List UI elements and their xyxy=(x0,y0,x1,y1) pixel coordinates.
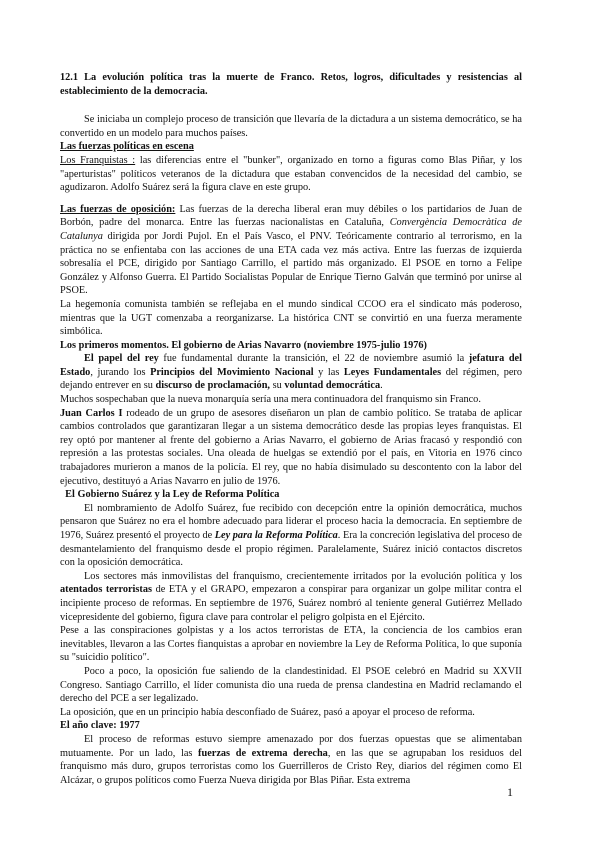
section-title: 12.1 La evolución política tras la muerte de Franco. Retos, logros, dificultades y resistencias al establecimiento de la democracia. xyxy=(60,72,522,97)
body-text: . Era la concreción legislativa del proceso de desmantelamiento del franquismo desde el propio régimen. Paralelamente, Suárez inició contactos discretos con la oposición democrática. xyxy=(60,530,522,569)
opposition-text-1: Las fuerzas de la derecha liberal eran muy débiles o los partidarios de Juan de Borbón, padre del monarca. Entre las fuerzas nacionalistas en Cataluña, xyxy=(60,203,522,229)
opposition-text-2: dirigida por Jordi Pujol. En el País Vasco, el PNV. Teóricamente contrario al terrorismo, en la práctica no se enfientaba con las acciones de una ETA cada vez más activa. Entre las fuerzas de izquierda sobresalía el PCE, dirigido por Santiago Carrillo, el partido más organizado. El PSOE en torno a Felipe González y Alfonso Guerra. El Partido Socialistas Popular de Enrique Tierno Galván que terminó por unirse al PSOE. xyxy=(60,230,522,297)
suarez-government-heading: El Gobierno Suárez y la Ley de Reforma Política xyxy=(60,489,280,501)
suarez-paragraph-1 xyxy=(60,502,522,570)
body-text: , jurando los xyxy=(90,366,151,378)
body-text: . xyxy=(380,380,383,392)
bold-text: jefatura del Estado xyxy=(60,353,522,378)
bold-text: voluntad democrática xyxy=(284,380,381,392)
body-text: El proceso de reformas estuvo siempre amenazado por dos fuerzas opuestas que se alimentaban mutuamente. Por un lado, las xyxy=(60,733,522,759)
first-moments-heading: Los primeros momentos. El gobierno de Arias Navarro (noviembre 1975-julio 1976) xyxy=(60,339,427,351)
bold-text: Principios del Movimiento Nacional xyxy=(150,366,314,378)
body-text: rodeado de un grupo de asesores diseñaron un plan de cambio político. Se trataba de aplicar cambios controlados que garantizaran llegar a un sistema democrático desde las propias leyes franquistas. El rey optó por mantener al frente del gobierno a Arias Navarro, el gobierno de Arias fracasó y respondió con represión a las protestas sociales. Una oleada de huelgas se extendió por el país, en Vitoria en 1976 cinco trabajadores murieron a manos de la policía. El rey, que no había disimulado su descontento con la labor del ejecutivo, destituyó a Arias Navarro en julio de 1976. xyxy=(60,407,522,487)
political-forces-heading: Las fuerzas políticas en escena xyxy=(60,141,194,153)
franquistas-paragraph xyxy=(60,154,522,195)
body-text: de ETA y el GRAPO, empezaron a conspirar para organizar un golpe militar contra el incipiente proceso de reformas. En septiembre de 1976, Suárez nombró al teniente general Gutiérrez Mellado vicepresidente del gobierno, figura clave para controlar el peligro golpista en el Ejército. xyxy=(60,584,522,623)
suarez-paragraph-3: Pese a las conspiraciones golpistas y a los actos terroristas de ETA, la conciencia de los cambios eran inevitables, llevaron a las Cortes fianquistas a aprobar en noviembre la Ley de Reforma Política, lo que suponía su "suicidio político". xyxy=(60,625,522,664)
body-text: y las xyxy=(313,366,344,378)
body-text: Los sectores más inmovilistas del franquismo, crecientemente irritados por la evolución política y los xyxy=(84,570,522,582)
opposition-label: Las fuerzas de oposición: xyxy=(60,203,176,215)
body-text: fue fundamental durante la transición, el 22 de noviembre asumió la xyxy=(158,353,469,365)
suarez-paragraph-2 xyxy=(60,570,522,624)
key-year-heading: El año clave: 1977 xyxy=(60,720,140,732)
suarez-paragraph-4: Poco a poco, la oposición fue saliendo de la clandestinidad. El PSOE celebró en Madrid su XXVII Congreso. Santiago Carrillo, el líder comunista dio una rueda de prensa clandestina en Madrid reclamando el derecho del PCE a ser legalizado. xyxy=(60,665,522,705)
bold-text: discurso de proclamación, xyxy=(155,380,271,392)
suarez-paragraph-5: La oposición, que en un principio había desconfiado de Suárez, pasó a apoyar el proceso de reforma. xyxy=(60,706,475,718)
bold-text: Juan Carlos I xyxy=(60,407,123,419)
bold-text: El papel del rey xyxy=(84,353,159,365)
body-text: del régimen, pero dejando entrever en su xyxy=(60,366,523,392)
key-year-paragraph xyxy=(60,733,522,787)
bold-text: Leyes Fundamentales xyxy=(343,366,442,378)
opposition-paragraph xyxy=(60,203,522,298)
bold-text: atentados terroristas xyxy=(60,584,153,596)
body-text: su xyxy=(270,380,285,392)
franquistas-text: las diferencias entre el "bunker", organizado en torno a figuras como Blas Piñar, y los "aperturistas" políticos veteranos de la dictadura que estaban convencidos de la necesidad del cambio, se agudizaron. Adolfo Suárez será la figura clave en este grupo. xyxy=(60,154,523,194)
juan-carlos-paragraph xyxy=(60,407,522,489)
bold-text: fuerzas de extrema derecha xyxy=(198,747,328,759)
hegemony-paragraph: La hegemonía comunista también se reflejaba en el mundo sindical CCOO era el sindicato más poderoso, mientras que la UGT comenzaba a reorganizarse. La histórica CNT se convirtió en una fuerza meramente simbólica. xyxy=(60,298,522,338)
body-text: El nombramiento de Adolfo Suárez, fue recibido con decepción entre la opinión democrática, muchos pensaron que Suárez no era el hombre adecuado para liderar el proceso hacia la democracia. En septiembre de 1976, Suárez presentó el proyecto de xyxy=(60,502,522,541)
page-number: 1 xyxy=(507,785,513,799)
intro-paragraph: Se iniciaba un complejo proceso de transición que llevaría de la dictadura a un sistema democrático, se ha convertido en un modelo para muchos países. xyxy=(60,114,522,139)
king-role-paragraph xyxy=(60,352,522,393)
franquistas-label: Los Franquistas : xyxy=(60,154,136,166)
document-body xyxy=(60,71,522,787)
body-text: , en las que se agrupaban los residuos del franquismo más duro, grupos terroristas como los Guerrilleros de Cristo Rey, diarios del régimen como El Alcázar, o grupos políticos como Fuerza Nueva dirigida por Blas Piñar. Esta extrema xyxy=(60,747,522,786)
convergencia-italic: Convergència Democràtica de Catalunya xyxy=(60,217,522,242)
bold-text: Ley para la Reforma Política xyxy=(214,530,338,541)
monarchy-paragraph: Muchos sospechaban que la nueva monarquía sería una mera continuadora del franquismo sin Franco. xyxy=(60,394,481,406)
